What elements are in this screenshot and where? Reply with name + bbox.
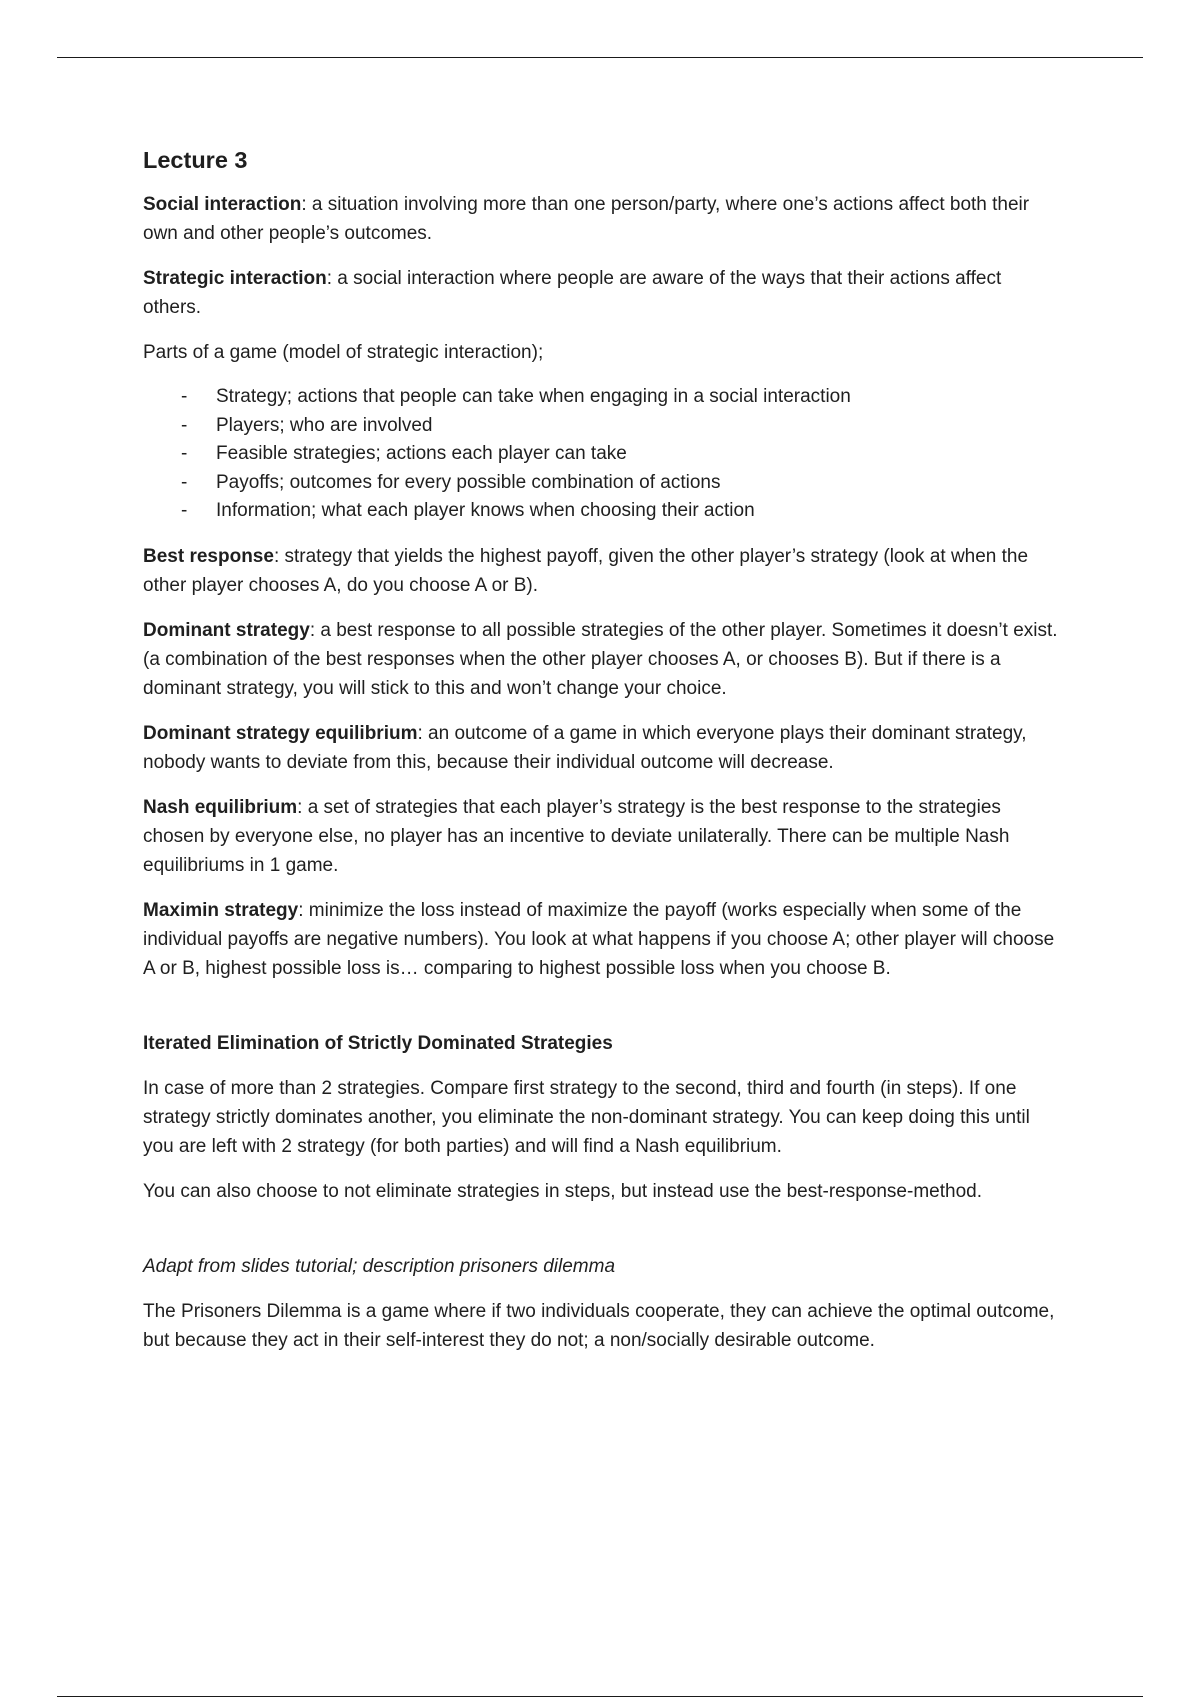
- list-item: - Feasible strategies; actions each player can take: [143, 440, 1063, 469]
- page-body: [143, 144, 1063, 1371]
- definition-term: Nash equilibrium: [143, 796, 298, 818]
- definition-text: : a social interaction where people are aware of the ways that their actions affect others.: [143, 268, 1002, 318]
- definition-term: Strategic interaction: [143, 268, 327, 289]
- list-item: - Players; who are involved: [143, 412, 1063, 441]
- definition-term: Best response: [143, 545, 274, 567]
- iesds-heading: Iterated Elimination of Strictly Dominated Strategies: [143, 1032, 613, 1054]
- definition-maximin-strategy: [143, 896, 1063, 983]
- definition-text: : an outcome of a game in which everyone plays their dominant strategy, nobody wants to deviate from this, because their individual outcome will decrease.: [143, 722, 1027, 773]
- parts-list: [143, 383, 1063, 526]
- top-rule: [57, 57, 1143, 58]
- definition-term: Social interaction: [143, 194, 302, 215]
- definition-term: Dominant strategy equilibrium: [143, 722, 418, 744]
- definition-text: : a situation involving more than one person/party, where one’s actions affect both their own and other people’s outcomes.: [143, 194, 1030, 244]
- definition-text: : a set of strategies that each player’s strategy is the best response to the strategies chosen by everyone else, no player has an incentive to deviate unilaterally. There can be multiple Nash equilibriums in 1 game.: [143, 796, 1010, 876]
- page-title: Lecture 3: [143, 147, 248, 173]
- definition-best-response: [143, 542, 1063, 600]
- definition-term: Maximin strategy: [143, 899, 299, 921]
- prisoners-paragraph: The Prisoners Dilemma is a game where if two individuals cooperate, they can achieve the optimal outcome, but because they act in their self-interest they do not; a non/socially desirable outcome.: [143, 1300, 1055, 1351]
- definition-dominant-strategy-equilibrium: [143, 719, 1063, 777]
- prisoners-heading: Adapt from slides tutorial; description prisoners dilemma: [143, 1255, 616, 1277]
- bottom-rule: [57, 1696, 1143, 1697]
- definition-social-interaction: [143, 190, 1063, 248]
- definition-dominant-strategy: [143, 616, 1063, 703]
- iesds-paragraph: You can also choose to not eliminate strategies in steps, but instead use the best-response-method.: [143, 1180, 982, 1202]
- list-item: - Payoffs; outcomes for every possible combination of actions: [143, 469, 1063, 498]
- definition-text: : strategy that yields the highest payoff, given the other player’s strategy (look at when the other player chooses A, do you choose A or B).: [143, 545, 1029, 596]
- definition-text: : minimize the loss instead of maximize the payoff (works especially when some of the individual payoffs are negative numbers). You look at what happens if you choose A; other player will choose A or B, highest possible loss is… comparing to highest possible loss when you choose B.: [143, 899, 1055, 979]
- definition-term: Dominant strategy: [143, 619, 310, 641]
- definition-strategic-interaction: [143, 264, 1063, 322]
- list-item: - Strategy; actions that people can take when engaging in a social interaction: [143, 383, 1063, 412]
- parts-intro: Parts of a game (model of strategic interaction);: [143, 342, 544, 363]
- list-item: - Information; what each player knows when choosing their action: [143, 497, 1063, 526]
- definition-text: : a best response to all possible strategies of the other player. Sometimes it doesn’t exist. (a combination of the best responses when the other player chooses A, or chooses B). But if there is a dominant strategy, you will stick to this and won’t change your choice.: [143, 619, 1058, 699]
- definition-nash-equilibrium: [143, 793, 1063, 880]
- iesds-paragraph: In case of more than 2 strategies. Compare first strategy to the second, third and fourth (in steps). If one strategy strictly dominates another, you eliminate the non-dominant strategy. You can keep doing this until you are left with 2 strategy (for both parties) and will find a Nash equilibrium.: [143, 1077, 1030, 1157]
